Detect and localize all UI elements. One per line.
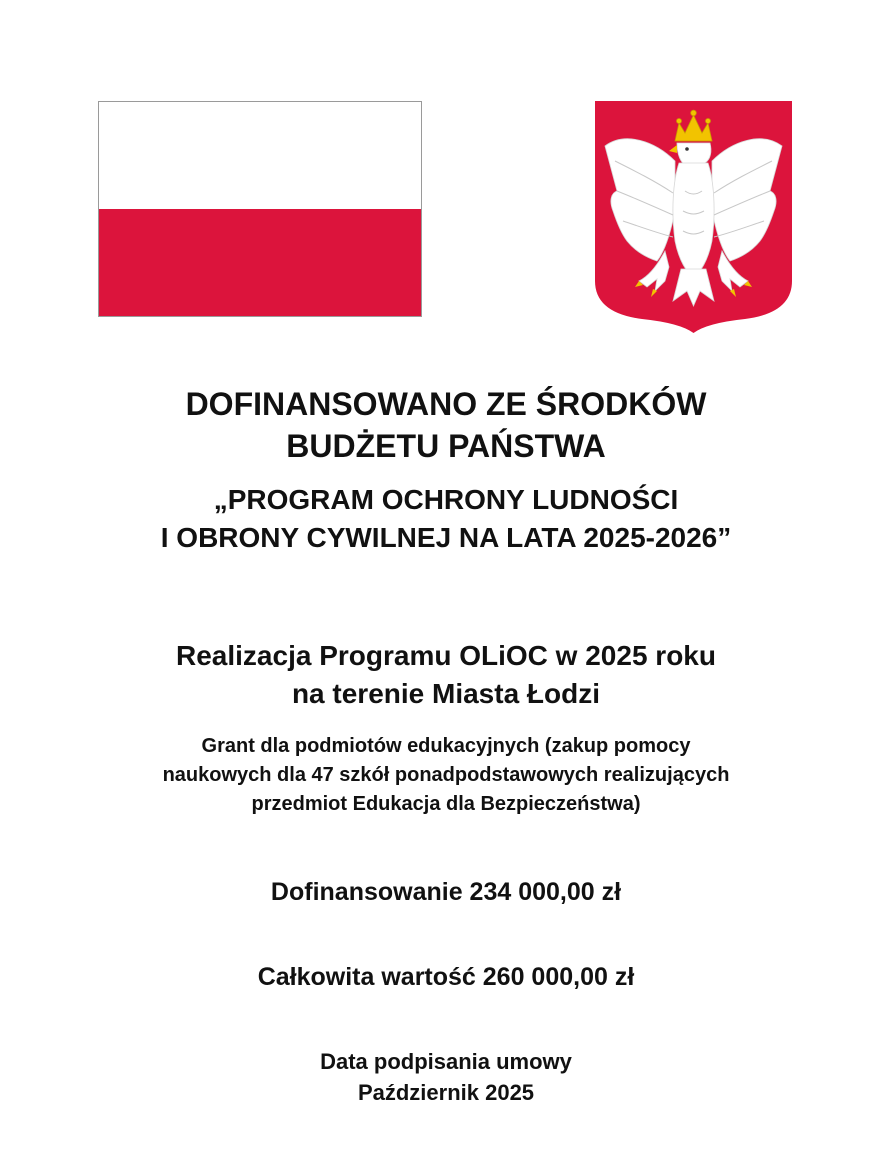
program-name-line-2: I OBRONY CYWILNEJ NA LATA 2025-2026”: [160, 522, 732, 553]
grant-description: [0, 732, 892, 819]
project-title: [0, 637, 892, 713]
polish-flag-icon: [98, 101, 422, 317]
program-name: [0, 481, 892, 557]
total-value: [0, 961, 892, 993]
grant-description-line-2: naukowych dla 47 szkół ponadpodstawowych realizujących: [162, 764, 730, 786]
grant-description-line-1: Grant dla podmiotów edukacyjnych (zakup pomocy: [201, 735, 691, 757]
funding-heading: [0, 383, 892, 467]
project-title-line-1: Realizacja Programu OLiOC w 2025 roku: [176, 640, 716, 671]
flag-white-stripe: [99, 102, 421, 209]
funding-amount-text: Dofinansowanie 234 000,00 zł: [270, 878, 622, 906]
white-eagle-emblem-icon: [595, 101, 792, 333]
funding-heading-line-1: DOFINANSOWANO ZE ŚRODKÓW: [185, 386, 707, 422]
project-title-line-2: na terenie Miasta Łodzi: [291, 678, 601, 709]
signing-date-value: Październik 2025: [357, 1080, 535, 1105]
program-name-line-1: „PROGRAM OCHRONY LUDNOŚCI: [213, 484, 679, 515]
grant-description-line-3: przedmiot Edukacja dla Bezpieczeństwa): [251, 793, 641, 815]
funding-amount: [0, 876, 892, 908]
signing-date: [0, 1046, 892, 1108]
total-value-text: Całkowita wartość 260 000,00 zł: [257, 963, 635, 991]
funding-heading-line-2: BUDŻETU PAŃSTWA: [286, 428, 606, 464]
signing-date-label: Data podpisania umowy: [320, 1049, 572, 1074]
flag-red-stripe: [99, 209, 421, 316]
